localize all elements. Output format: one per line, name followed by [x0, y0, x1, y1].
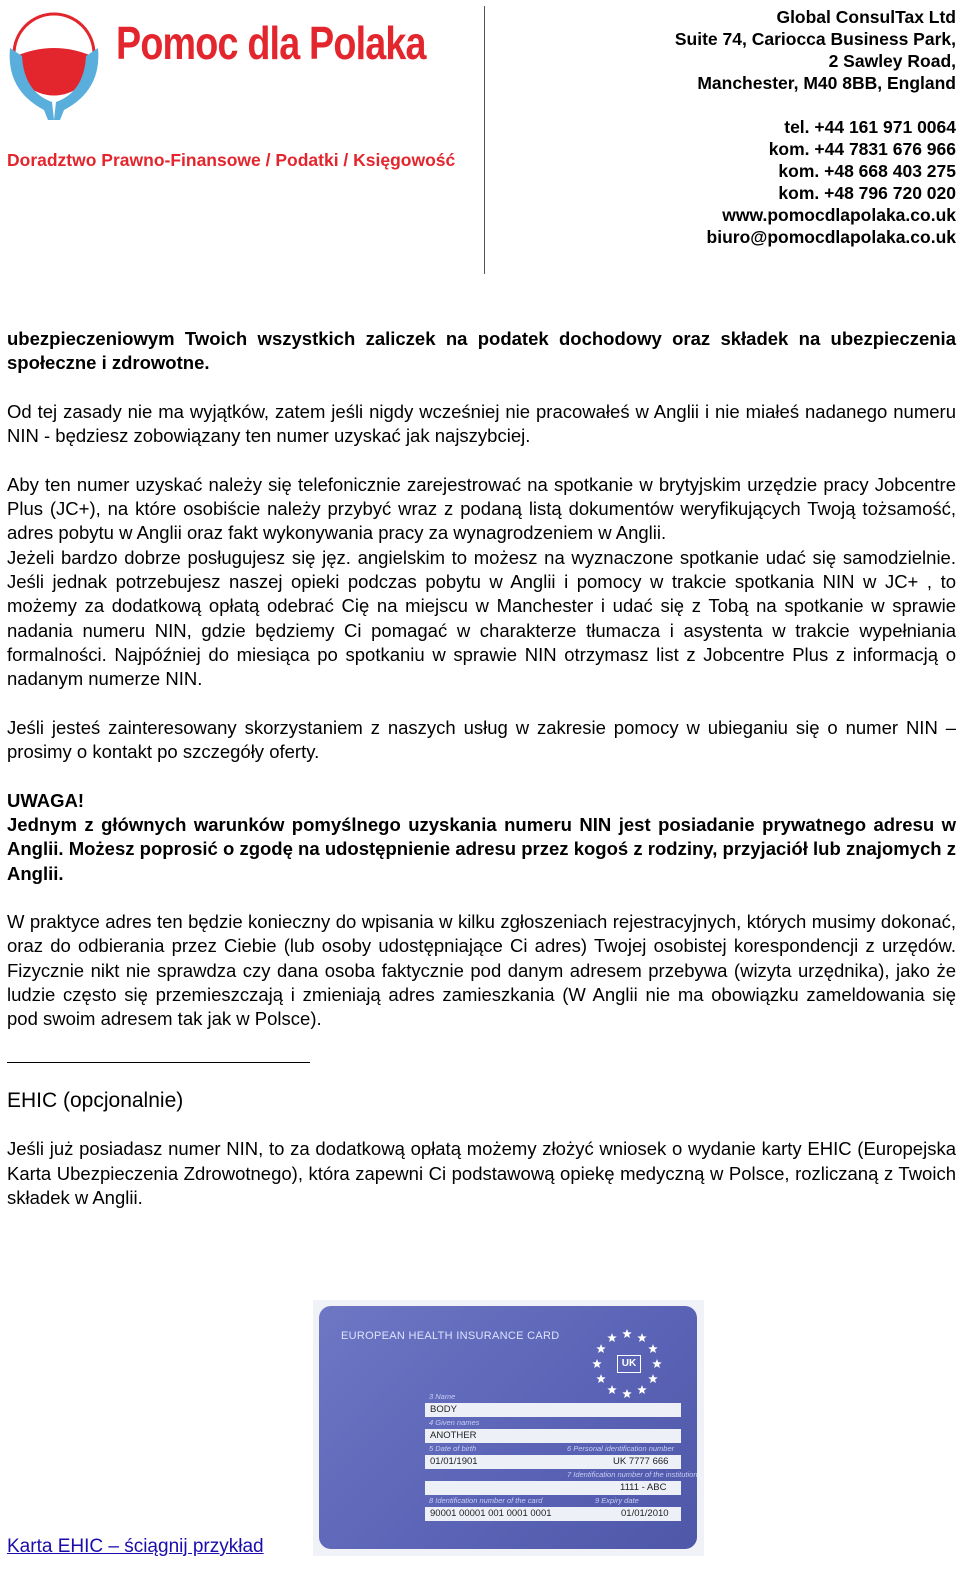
field-label: 3 Name — [429, 1392, 456, 1401]
section-divider — [7, 1062, 310, 1063]
paragraph: Jeśli już posiadasz numer NIN, to za dodatkową opłatą możemy złożyć wniosek o wydanie karty EHIC (Europejska Karta Ubezpieczenia Zdrowotnego), która zapewni Ci podstawową opiekę medyczną w Polsce, rozliczaną z Twoich składek w Anglii. — [7, 1138, 956, 1208]
country-code: UK — [617, 1355, 641, 1373]
card-number-value: 90001 00001 001 0001 0001 — [430, 1508, 552, 1519]
field-label: 4 Given names — [429, 1418, 480, 1427]
email-link[interactable]: biuro@pomocdlapolaka.co.uk — [706, 227, 956, 247]
brand-tagline: Doradztwo Prawno-Finansowe / Podatki / Księgowość — [7, 150, 456, 170]
ehic-card-image — [313, 1300, 704, 1556]
expiry-value: 01/01/2010 — [621, 1508, 669, 1519]
logo-hands-icon — [4, 4, 104, 124]
company-address-line: Suite 74, Cariocca Business Park, — [674, 29, 956, 49]
paragraph: Jeśli jesteś zainteresowany skorzystaniem z naszych usług w zakresie pomocy w ubieganiu się o numer NIN – prosimy o kontakt po szczegóły oferty. — [7, 716, 956, 763]
field-label: 8 Identification number of the card — [429, 1496, 543, 1505]
letterhead — [0, 0, 960, 280]
star-icon — [648, 1374, 658, 1383]
paragraph: Aby ten numer uzyskać należy się telefonicznie zarejestrować na spotkanie w brytyjskim urzędzie pracy Jobcentre Plus (JC+), na które osobiście należy przybyć wraz z podaną listą dokumentów weryfikujących Twoją tożsamość, adres pobytu w Anglii oraz fakt wykonywania pracy za wynagrodzeniem w Anglii. — [7, 473, 956, 544]
mobile-number: kom. +44 7831 676 966 — [768, 139, 956, 159]
surname-field: BODY — [425, 1403, 681, 1417]
paragraph: Od tej zasady nie ma wyjątków, zatem jeśli nigdy wcześniej nie pracowałeś w Anglii i nie miałeś nadanego numeru NIN - będziesz zobowiązany ten numer uzyskać jak najszybciej. — [7, 400, 956, 447]
dob-id-row — [425, 1455, 681, 1469]
paragraph: Jeżeli bardzo dobrze posługujesz się jęz. angielskim to możesz na wyznaczone spotkanie udać się samodzielnie. Jeśli jednak potrzebujesz naszej opieki podczas pobytu w Anglii i pomocy w trakcie spotkania NIN w JC+ , to możemy za dodatkową opłatą odebrać Cię na miejscu w Manchester i udać się z Tobą na spotkanie w sprawie nadania numeru NIN, gdzie będziemy Ci pomagać w charakterze tłumacza i asystenta w trakcie wypełniania formalności. Najpóźniej do miesiąca po spotkaniu w sprawie NIN otrzymasz list z Jobcentre Plus z informacją o nadanym numerze NIN. — [7, 546, 956, 690]
company-name: Global ConsulTax Ltd — [776, 7, 956, 27]
paragraph: ubezpieczeniowym Twoich wszystkich zaliczek na podatek dochodowy oraz składek na ubezpieczenia społeczne i zdrowotne. — [7, 328, 956, 374]
star-icon — [607, 1333, 617, 1342]
brand-name: Pomoc dla Polaka — [116, 17, 426, 69]
field-label: 6 Personal identification number — [567, 1444, 675, 1453]
star-icon — [648, 1344, 658, 1353]
website-link[interactable]: www.pomocdlapolaka.co.uk — [722, 205, 956, 225]
star-icon — [596, 1374, 606, 1383]
company-address-line: 2 Sawley Road, — [828, 51, 956, 71]
institution-row — [425, 1481, 681, 1495]
field-label: 5 Date of birth — [429, 1444, 477, 1453]
section-heading: EHIC (opcjonalnie) — [7, 1088, 184, 1112]
given-names-field: ANOTHER — [425, 1429, 681, 1443]
star-icon — [622, 1389, 632, 1398]
dob-value: 01/01/1901 — [430, 1456, 478, 1467]
card-number-row — [425, 1507, 681, 1521]
star-icon — [637, 1385, 647, 1394]
star-icon — [637, 1333, 647, 1342]
phone-number: tel. +44 161 971 0064 — [784, 117, 956, 137]
institution-value: 1111 - ABC — [620, 1482, 667, 1493]
ehic-card — [319, 1306, 697, 1549]
field-label: 7 Identification number of the institution — [567, 1470, 697, 1479]
document-body — [7, 327, 956, 1234]
field-label: 9 Expiry date — [595, 1496, 639, 1505]
star-icon — [592, 1359, 602, 1368]
mobile-number: kom. +48 796 720 020 — [778, 183, 956, 203]
warning-title: UWAGA! — [7, 789, 85, 811]
star-icon — [652, 1359, 662, 1368]
card-title: EUROPEAN HEALTH INSURANCE CARD — [341, 1330, 560, 1342]
header-divider — [484, 6, 485, 274]
company-contact-block — [675, 6, 956, 248]
star-icon — [607, 1385, 617, 1394]
company-address-line: Manchester, M40 8BB, England — [697, 73, 956, 93]
star-icon — [622, 1329, 632, 1338]
personal-id-value: UK 7777 666 — [613, 1456, 669, 1467]
star-icon — [596, 1344, 606, 1353]
download-ehic-link[interactable]: Karta EHIC – ściągnij przykład — [7, 1536, 264, 1557]
mobile-number: kom. +48 668 403 275 — [778, 161, 956, 181]
paragraph: W praktyce adres ten będzie konieczny do wpisania w kilku zgłoszeniach rejestracyjnych, których musimy dokonać, oraz do odbierania przez Ciebie (lub osoby udostępniające Ci adres) Twojej osobistej korespondencji z urzędów. Fizycznie nikt nie sprawdza czy dana osoba faktycznie pod danym adresem przebywa (wizyta urzędnika), jako że ludzie często się przemieszczają i zmieniają adres zamieszkania (W Anglii nie ma obowiązku zameldowania się pod swoim adresem tak jak w Polsce). — [7, 911, 956, 1030]
warning-text: Jednym z głównych warunków pomyślnego uzyskania numeru NIN jest posiadanie prywatnego adresu w Anglii. Możesz poprosić o zgodę na udostępnienie adresu przez kogoś z rodziny, przyjaciół lub znajomych z Anglii. — [7, 813, 956, 884]
